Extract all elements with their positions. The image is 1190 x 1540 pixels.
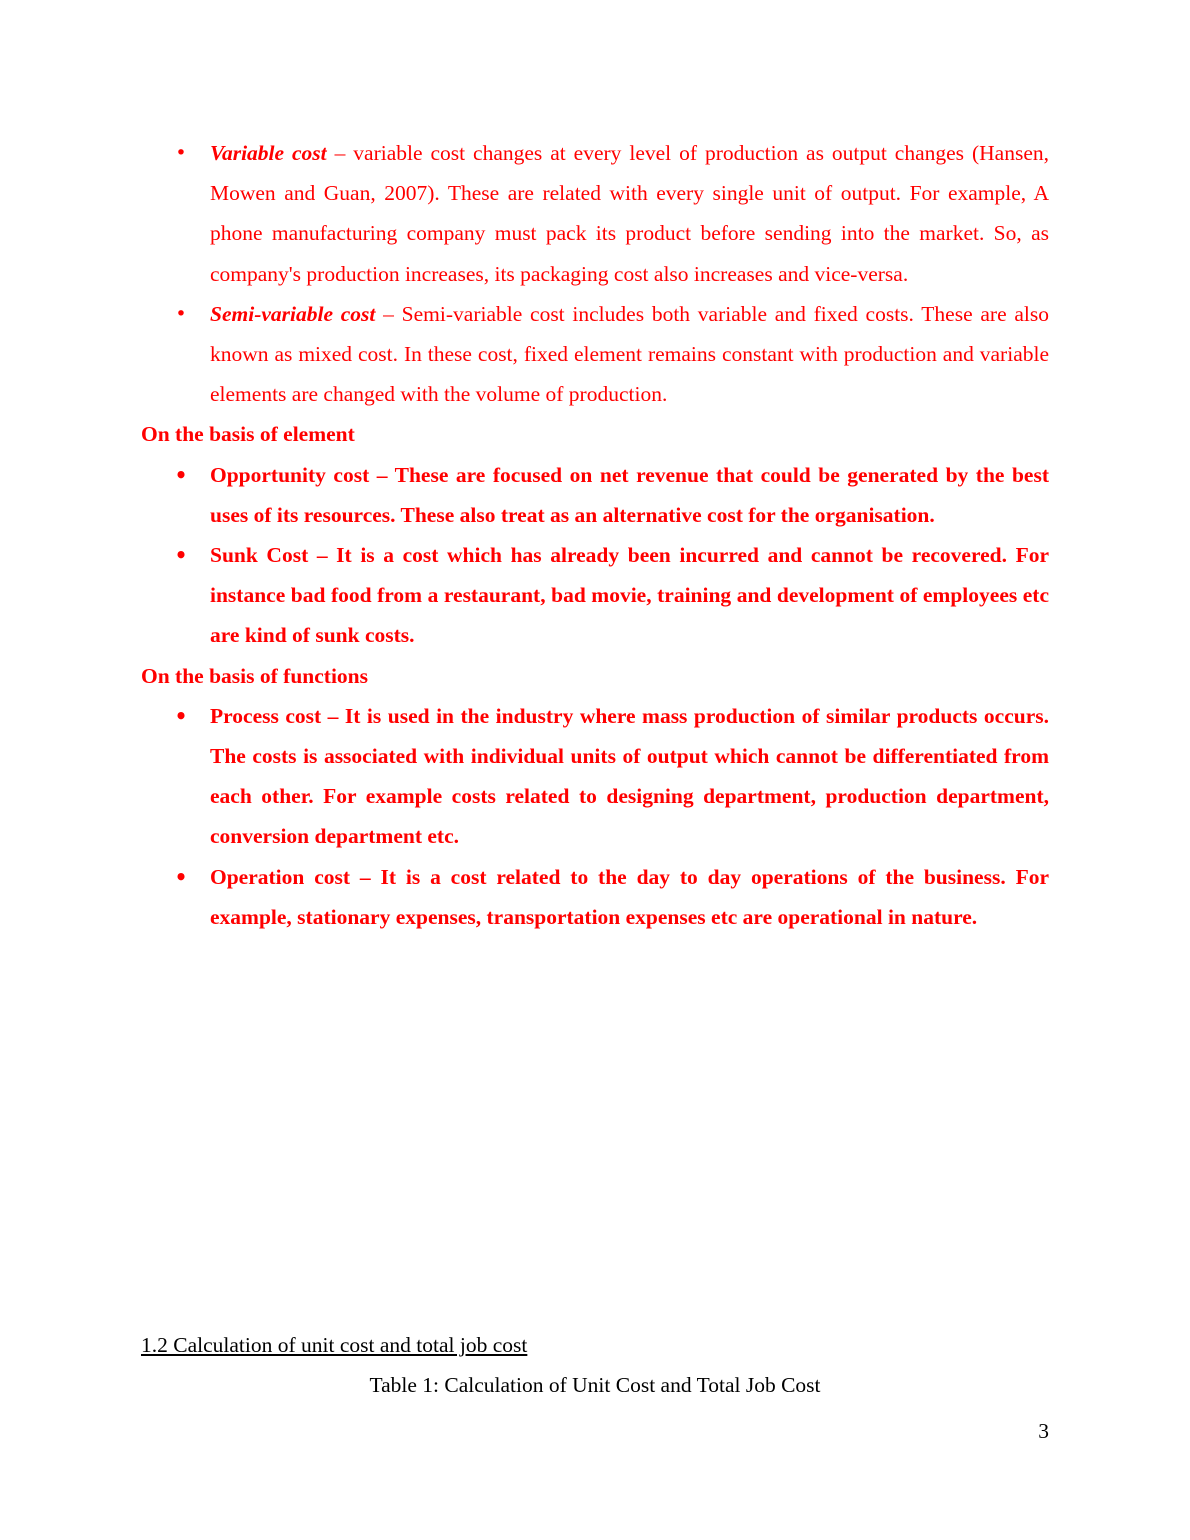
list-item-opportunity-cost bbox=[141, 455, 1049, 535]
list-item-sunk-cost bbox=[141, 535, 1049, 656]
section-title: 1.2 Calculation of unit cost and total job cost bbox=[141, 1333, 528, 1357]
heading-basis-of-functions: On the basis of functions bbox=[141, 663, 368, 688]
text-process-cost: Process cost – It is used in the industry where mass production of similar products occurs. The costs is associated with individual units of output which cannot be differentiated from each other. For example costs related to designing department, production department, conversion department etc. bbox=[210, 703, 1049, 849]
text-operation-cost: Operation cost – It is a cost related to the day to day operations of the business. For example, stationary expenses, transportation expenses etc are operational in nature. bbox=[210, 864, 1049, 929]
bullet-icon: • bbox=[174, 543, 188, 568]
behaviour-cost-list bbox=[141, 133, 1049, 414]
description-variable-cost: – variable cost changes at every level of production as output changes (Hansen, Mowen and Guan, 2007). These are related with every single unit of output. For example, A phone manufacturing company must pack its product before sending into the market. So, as company's production increases, its packaging cost also increases and vice-versa. bbox=[210, 141, 1049, 286]
function-cost-list bbox=[141, 696, 1049, 937]
bullet-icon: • bbox=[174, 864, 188, 889]
list-item-variable-cost bbox=[141, 133, 1049, 294]
text-opportunity-cost: Opportunity cost – These are focused on net revenue that could be generated by the best uses of its resources. These also treat as an alternative cost for the organisation. bbox=[210, 462, 1049, 527]
list-item-semi-variable-cost bbox=[141, 294, 1049, 415]
description-semi-variable-cost: – Semi-variable cost includes both variable and fixed costs. These are also known as mixed cost. In these cost, fixed element remains constant with production and variable elements are changed with the volume of production. bbox=[210, 301, 1050, 407]
page-body bbox=[141, 133, 1049, 937]
bullet-icon: • bbox=[174, 703, 188, 728]
bullet-icon: • bbox=[174, 462, 188, 487]
element-cost-list bbox=[141, 455, 1049, 656]
text-sunk-cost: Sunk Cost – It is a cost which has already been incurred and cannot be recovered. For instance bad food from a restaurant, bad movie, training and development of employees etc are kind of sunk costs. bbox=[210, 543, 1049, 648]
bullet-icon: • bbox=[175, 302, 187, 325]
heading-basis-of-element: On the basis of element bbox=[141, 422, 355, 447]
table-caption: Table 1: Calculation of Unit Cost and Total Job Cost bbox=[369, 1373, 821, 1397]
bullet-icon: • bbox=[175, 142, 187, 164]
term-variable-cost: Variable cost bbox=[210, 141, 327, 165]
list-item-operation-cost bbox=[141, 857, 1049, 937]
list-item-process-cost bbox=[141, 696, 1049, 857]
page-number: 3 bbox=[1038, 1419, 1049, 1443]
term-semi-variable-cost: Semi-variable cost bbox=[210, 301, 376, 326]
